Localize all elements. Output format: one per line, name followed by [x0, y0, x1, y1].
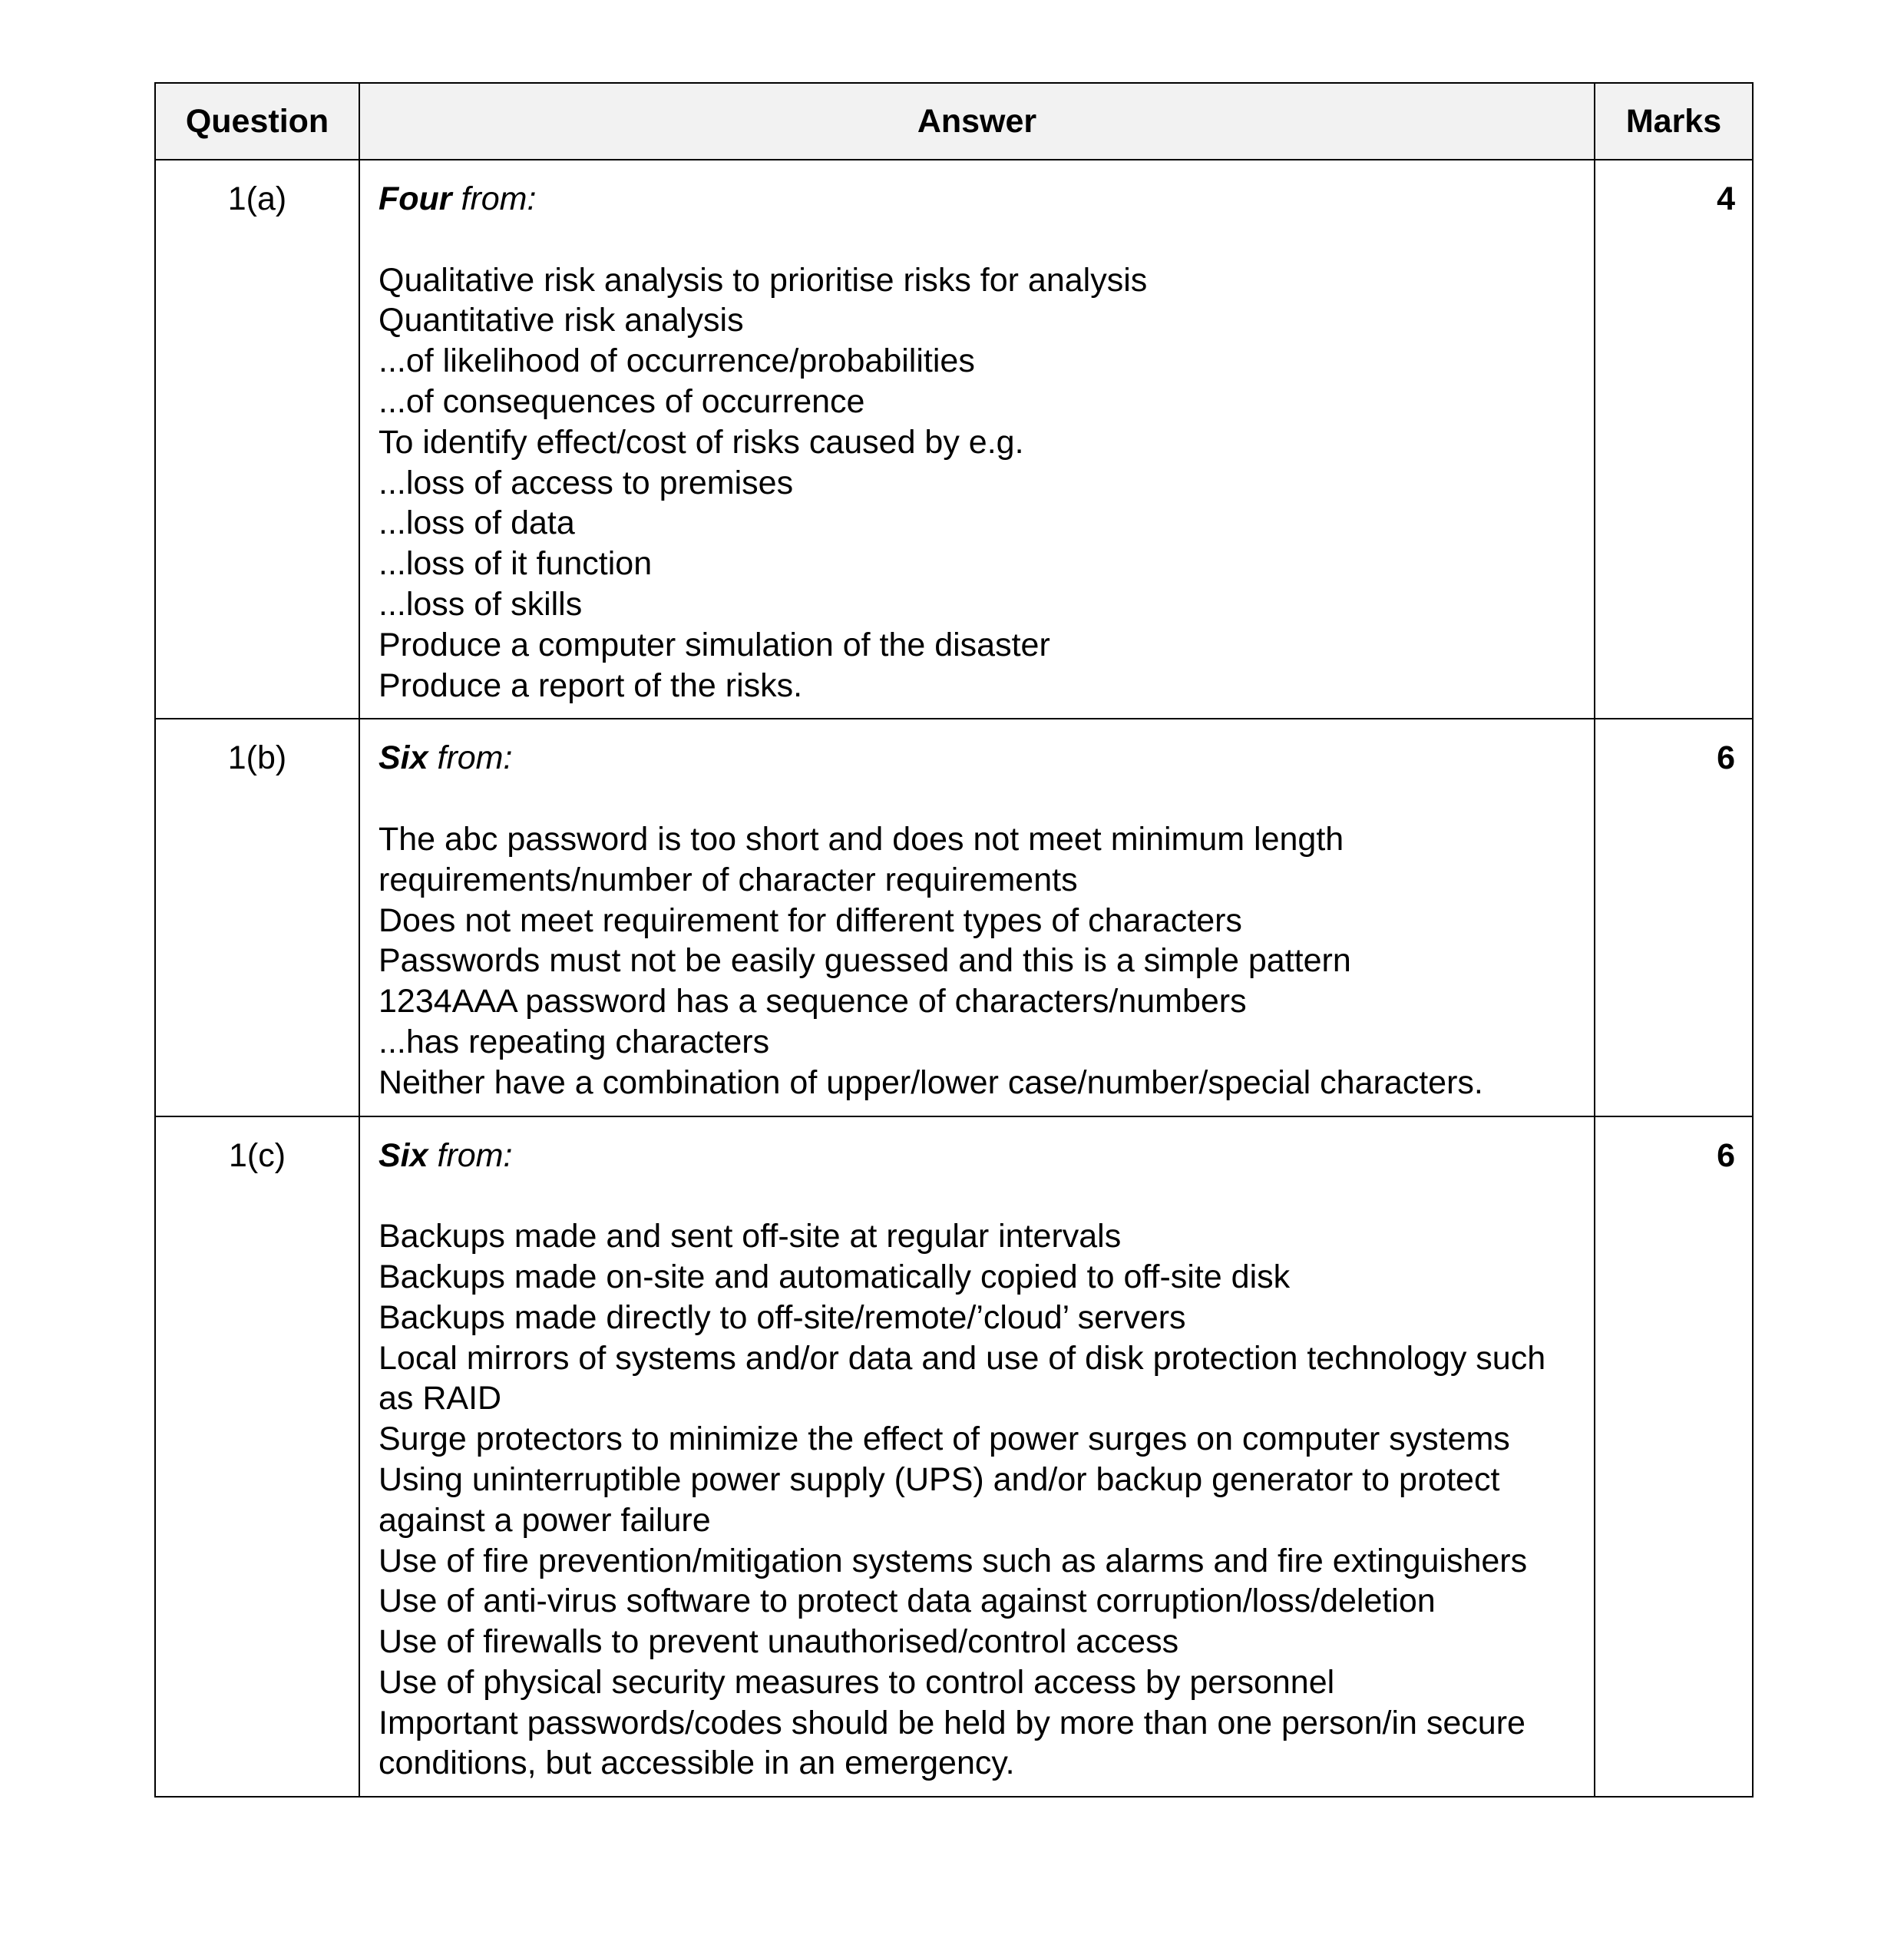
table-row-1b: [155, 719, 1753, 1116]
answer-point: ...has repeating characters: [378, 1023, 770, 1060]
answer-intro-count: Six: [378, 1136, 428, 1174]
answer-point: Use of anti-virus software to protect data against corruption/loss/deletion: [378, 1583, 1436, 1620]
marks-value: 6: [1595, 719, 1753, 1116]
answer-point: Important passwords/codes should be held by more than one person/in secure conditions, but accessible in an emergency.: [378, 1704, 1526, 1782]
answer-point: Neither have a combination of upper/lower case/number/special characters.: [378, 1063, 1483, 1101]
answer-points: [378, 260, 1577, 706]
answer-point: Use of physical security measures to control access by personnel: [378, 1663, 1335, 1701]
header-marks: Marks: [1595, 83, 1753, 160]
answer-intro-text: from:: [428, 739, 513, 777]
answer-point: Quantitative risk analysis: [378, 302, 744, 339]
answer-point: Passwords must not be easily guessed and this is a simple pattern: [378, 942, 1351, 980]
answer-intro: [378, 1136, 1577, 1176]
answer-cell: [359, 719, 1595, 1116]
answer-points: [378, 1216, 1577, 1784]
answer-point: The abc password is too short and does not meet minimum length requirements/number of character requirements: [378, 820, 1344, 898]
answer-point: ...loss of data: [378, 504, 575, 542]
answer-point: Use of fire prevention/mitigation systems such as alarms and fire extinguishers: [378, 1542, 1528, 1579]
answer-point: Backups made directly to off-site/remote/’cloud’ servers: [378, 1298, 1186, 1336]
header-question: Question: [155, 83, 359, 160]
answer-point: To identify effect/cost of risks caused by e.g.: [378, 423, 1024, 461]
marks-value: 4: [1595, 160, 1753, 719]
answer-point: Local mirrors of systems and/or data and use of disk protection technology such as RAID: [378, 1339, 1546, 1417]
answer-intro-text: from:: [451, 180, 537, 217]
answer-point: 1234AAA password has a sequence of characters/numbers: [378, 983, 1247, 1020]
answer-point: ...loss of skills: [378, 585, 583, 623]
question-number: 1(b): [155, 719, 359, 1116]
answer-cell: [359, 160, 1595, 719]
header-row: [155, 83, 1753, 160]
answer-cell: [359, 1116, 1595, 1798]
answer-intro-count: Four: [378, 180, 452, 217]
answer-intro-text: from:: [428, 1136, 513, 1174]
answer-point: Using uninterruptible power supply (UPS) and/or backup generator to protect against a power failure: [378, 1460, 1500, 1539]
answer-point: Surge protectors to minimize the effect of power surges on computer systems: [378, 1420, 1510, 1458]
answer-point: Produce a report of the risks.: [378, 666, 803, 704]
answer-point: Qualitative risk analysis to prioritise risks for analysis: [378, 261, 1148, 299]
question-number: 1(c): [155, 1116, 359, 1798]
table-row-1a: [155, 160, 1753, 719]
answer-point: ...of likelihood of occurrence/probabilities: [378, 342, 975, 380]
header-answer: Answer: [359, 83, 1595, 160]
answer-point: Does not meet requirement for different types of characters: [378, 901, 1242, 939]
answer-point: Use of firewalls to prevent unauthorised/control access: [378, 1623, 1179, 1661]
marks-value: 6: [1595, 1116, 1753, 1798]
answer-point: ...loss of it function: [378, 545, 653, 583]
question-number: 1(a): [155, 160, 359, 719]
mark-scheme-table: [154, 82, 1754, 1798]
answer-points: [378, 819, 1577, 1103]
table-row-1c: [155, 1116, 1753, 1798]
answer-point: ...loss of access to premises: [378, 464, 794, 501]
answer-intro: [378, 738, 1577, 779]
answer-point: Produce a computer simulation of the disaster: [378, 626, 1050, 663]
answer-intro-count: Six: [378, 739, 428, 777]
answer-intro: [378, 179, 1577, 220]
answer-point: Backups made on-site and automatically copied to off-site disk: [378, 1258, 1291, 1295]
answer-point: Backups made and sent off-site at regular intervals: [378, 1218, 1122, 1255]
answer-point: ...of consequences of occurrence: [378, 382, 865, 420]
